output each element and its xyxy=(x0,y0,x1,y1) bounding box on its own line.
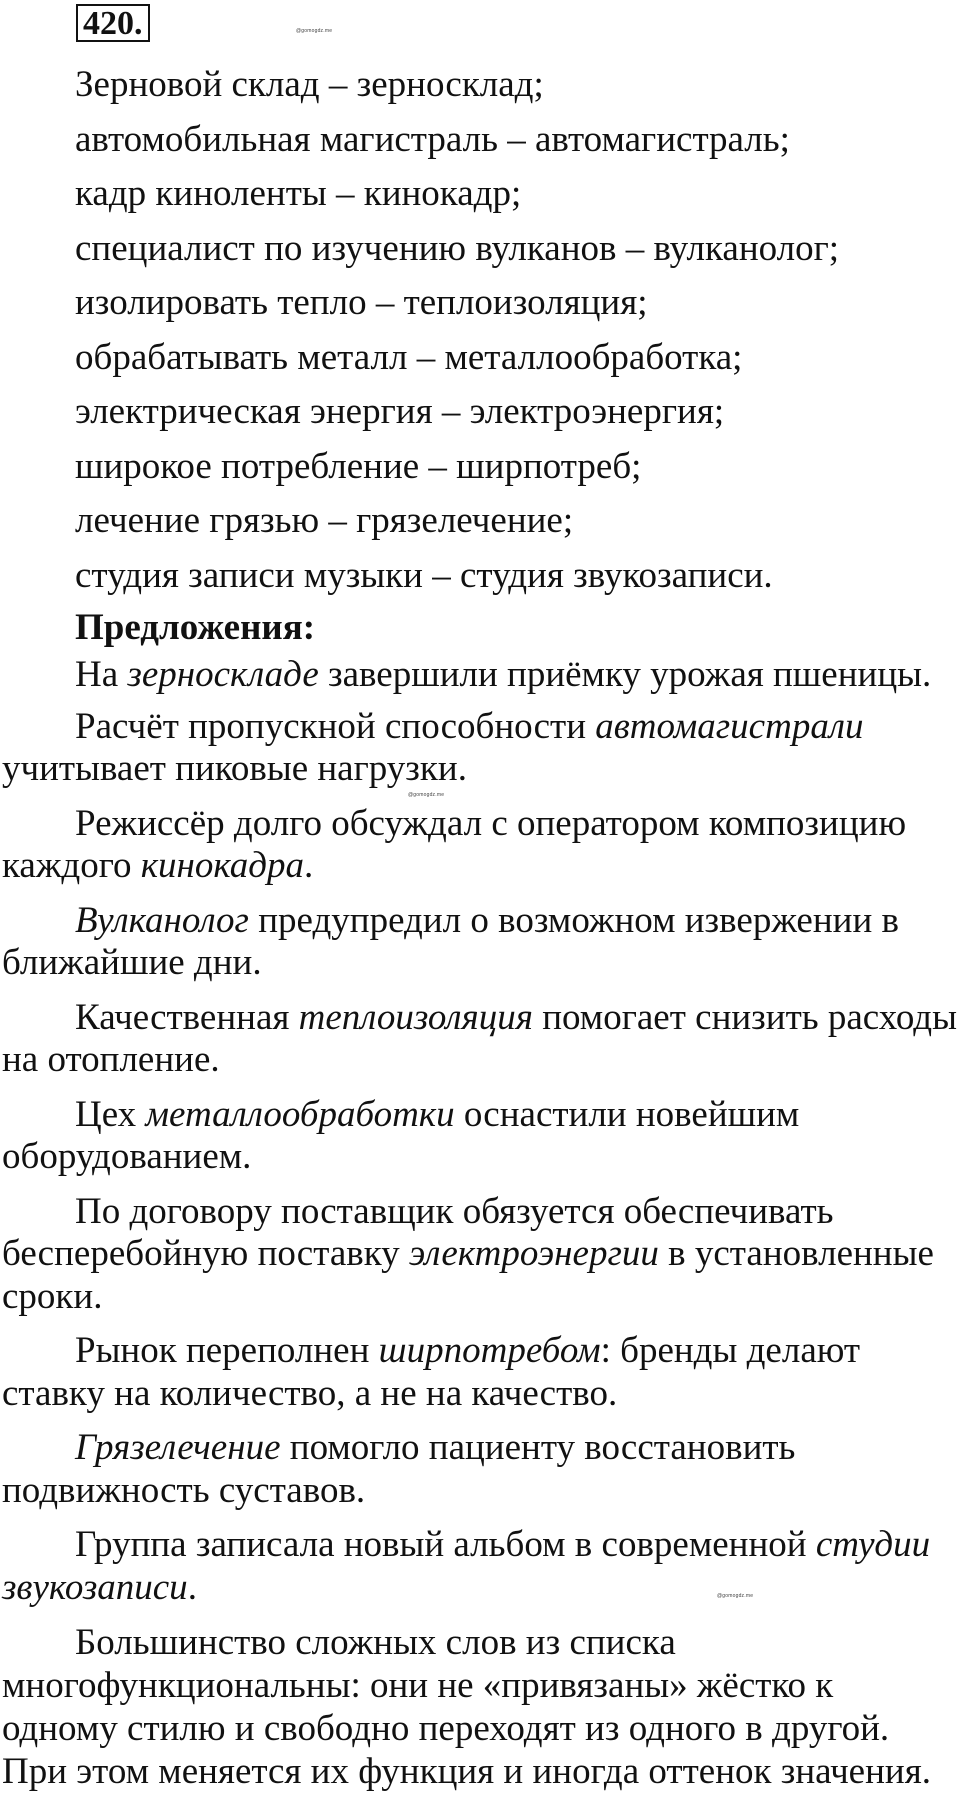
sentence: По договору поставщик обязуется обеспечивать бесперебойную поставку электроэнергии в установленные сроки. xyxy=(2,1190,934,1317)
word-pair: широкое потребление – ширпотреб; xyxy=(75,445,642,487)
word-pair: студия записи музыки – студия звукозаписи. xyxy=(75,554,773,596)
section-title: Предложения: xyxy=(75,607,316,648)
conclusion-paragraph: Большинство сложных слов из списка многофункциональны: они не «привязаны» жёстко к одному стилю и свободно переходят из одного в другой. При этом меняется их функция и иногда оттенок значения. xyxy=(2,1622,931,1792)
highlighted-word: металлообработки xyxy=(145,1093,455,1135)
sentence: Вулканолог предупредил о возможном извержении в ближайшие дни. xyxy=(2,899,899,983)
sentence: Расчёт пропускной способности автомагистрали учитывает пиковые нагрузки. xyxy=(2,705,864,789)
watermark: @gomogdz.me xyxy=(408,792,445,798)
sentence: Качественная теплоизоляция помогает снизить расходы на отопление. xyxy=(2,996,957,1080)
word-pair: изолировать тепло – теплоизоляция; xyxy=(75,282,648,323)
sentence: Грязелечение помогло пациенту восстановить подвижность суставов. xyxy=(2,1427,796,1511)
sentences-block xyxy=(2,654,958,1793)
sentence: Режиссёр долго обсуждал с оператором композицию каждого кинокадра. xyxy=(2,802,907,886)
word-pair: кадр киноленты – кинокадр; xyxy=(75,173,522,214)
highlighted-word: автомагистрали xyxy=(595,705,864,747)
highlighted-word: студии звукозаписи xyxy=(2,1524,931,1608)
task-number-box: 420. xyxy=(76,4,150,42)
word-pair: электрическая энергия – электроэнергия; xyxy=(75,391,725,432)
watermark: @gomogdz.me xyxy=(296,28,333,34)
word-pairs-list xyxy=(75,58,839,603)
sentence: Рынок переполнен ширпотребом: бренды делают ставку на количество, а не на качество. xyxy=(2,1330,861,1414)
highlighted-word: ширпотребом xyxy=(378,1330,601,1371)
word-pair: обрабатывать металл – металлообработка; xyxy=(75,336,743,378)
highlighted-word: теплоизоляция xyxy=(298,996,533,1038)
highlighted-word: зерноскладе xyxy=(127,654,319,695)
sentence: Группа записала новый альбом в современной студии звукозаписи. xyxy=(2,1524,931,1608)
sentence: На зерноскладе завершили приёмку урожая пшеницы. xyxy=(75,654,932,695)
word-pair: автомобильная магистраль – автомагистраль; xyxy=(75,118,790,160)
watermark: @gomogdz.me xyxy=(717,1593,754,1599)
word-pair: Зерновой склад – зерносклад; xyxy=(75,64,544,105)
highlighted-word: Грязелечение xyxy=(75,1427,281,1468)
highlighted-word: электроэнергии xyxy=(408,1233,659,1274)
highlighted-word: Вулканолог xyxy=(75,899,249,941)
word-pair: специалист по изучению вулканов – вулканолог; xyxy=(75,227,840,269)
word-pair: лечение грязью – грязелечение; xyxy=(75,500,574,541)
highlighted-word: кинокадра xyxy=(140,845,305,886)
sentence: Цех металлообработки оснастили новейшим оборудованием. xyxy=(2,1093,800,1177)
